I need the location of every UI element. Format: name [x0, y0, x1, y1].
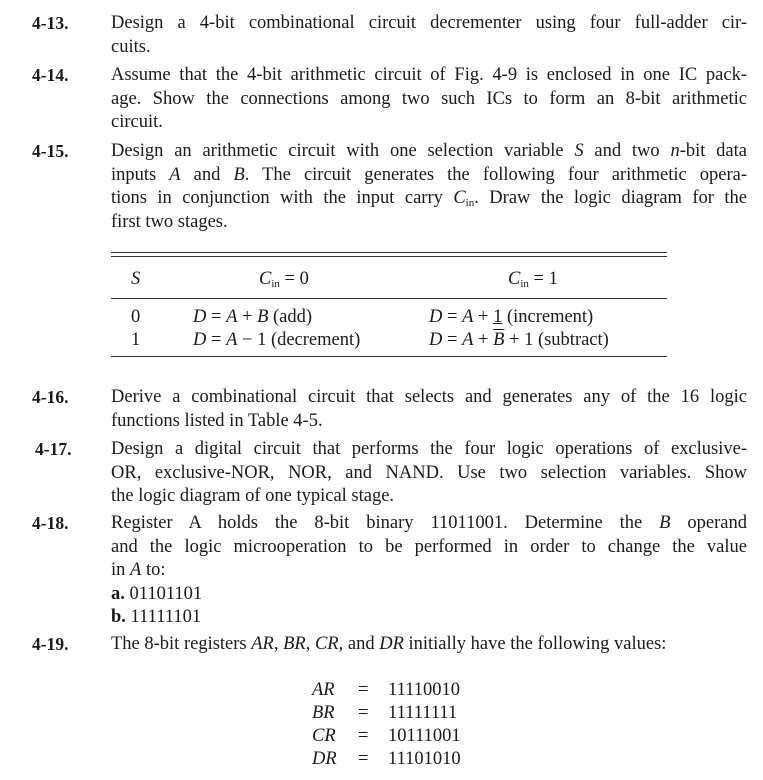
- problem-text: [111, 12, 747, 59]
- text-line: OR, exclusive-NOR, NOR, and NAND. Use two selection variables. Show: [111, 462, 747, 483]
- text-line: first two stages.: [111, 211, 228, 232]
- problem-text: [111, 633, 747, 657]
- text-line: inputs A and B. The circuit generates the following four arithmetic opera-: [111, 164, 748, 185]
- problem-number: 4-14.: [32, 65, 69, 85]
- problem-text: [111, 140, 747, 234]
- text-line: Design an arithmetic circuit with one selection variable S and two n-bit data: [111, 141, 747, 161]
- text-line: cuits.: [111, 36, 151, 57]
- table-row-1-s: 1: [131, 330, 141, 350]
- text-line: Design a 4-bit combinational circuit decrementer using four full-adder cir-: [111, 13, 747, 33]
- table-header-rule: [111, 298, 667, 299]
- table-row-1-cin-0: D = A − 1 (decrement): [193, 330, 361, 350]
- table-row-0-cin-1: D = A + 1 (increment): [429, 307, 594, 327]
- table-row-0-cin-0: D = A + B (add): [193, 307, 313, 327]
- problem-number: 4-15.: [32, 141, 69, 161]
- table-bottom-rule: [111, 356, 667, 357]
- table-header-s: S: [131, 269, 141, 289]
- text-line: tions in conjunction with the input carry $C_{in}$. Draw the logic diagram for the: [111, 188, 747, 209]
- table-header-cin-1: $C_{in} = 1$: [508, 269, 558, 290]
- problem-number: 4-18.: [32, 513, 69, 533]
- text-line: age. Show the connections among two such ICs to form an 8-bit arithmetic: [111, 88, 747, 109]
- list-item: b. 11111101: [111, 607, 202, 627]
- text-line: in A to:: [111, 560, 166, 580]
- text-line: circuit.: [111, 112, 163, 132]
- problem-number: 4-17.: [35, 439, 72, 459]
- problem-text: [111, 386, 747, 433]
- list-item: a. 01101101: [111, 583, 203, 604]
- table-row-1-cin-1: $D = A + \overline{B} + 1$ (subtract): [429, 330, 609, 350]
- problem-number: 4-16.: [32, 387, 69, 407]
- problem-number: 4-19.: [32, 634, 69, 654]
- text-line: the logic diagram of one typical stage.: [111, 486, 395, 506]
- text-line: Design a digital circuit that performs the four logic operations of exclusive-: [111, 439, 747, 459]
- problem-text: [111, 438, 747, 509]
- table-header-cin-0: $C_{in} = 0$: [259, 269, 309, 290]
- text-line: functions listed in Table 4-5.: [111, 410, 323, 431]
- problem-number: 4-13.: [32, 13, 69, 33]
- problem-text: [111, 64, 747, 135]
- text-line: Assume that the 4-bit arithmetic circuit of Fig. 4-9 is enclosed in one IC pack-: [111, 65, 747, 85]
- table-top-rule: [111, 252, 667, 257]
- table-row-0-s: 0: [131, 307, 141, 327]
- text-line: Derive a combinational circuit that selects and generates any of the 16 logic: [111, 387, 747, 407]
- problem-text: [111, 512, 747, 630]
- text-line: The 8-bit registers AR, BR, CR, and DR initially have the following values:: [111, 634, 667, 654]
- text-line: Register A holds the 8-bit binary 11011001. Determine the B operand: [111, 513, 747, 533]
- text-line: and the logic microoperation to be performed in order to change the value: [111, 536, 747, 557]
